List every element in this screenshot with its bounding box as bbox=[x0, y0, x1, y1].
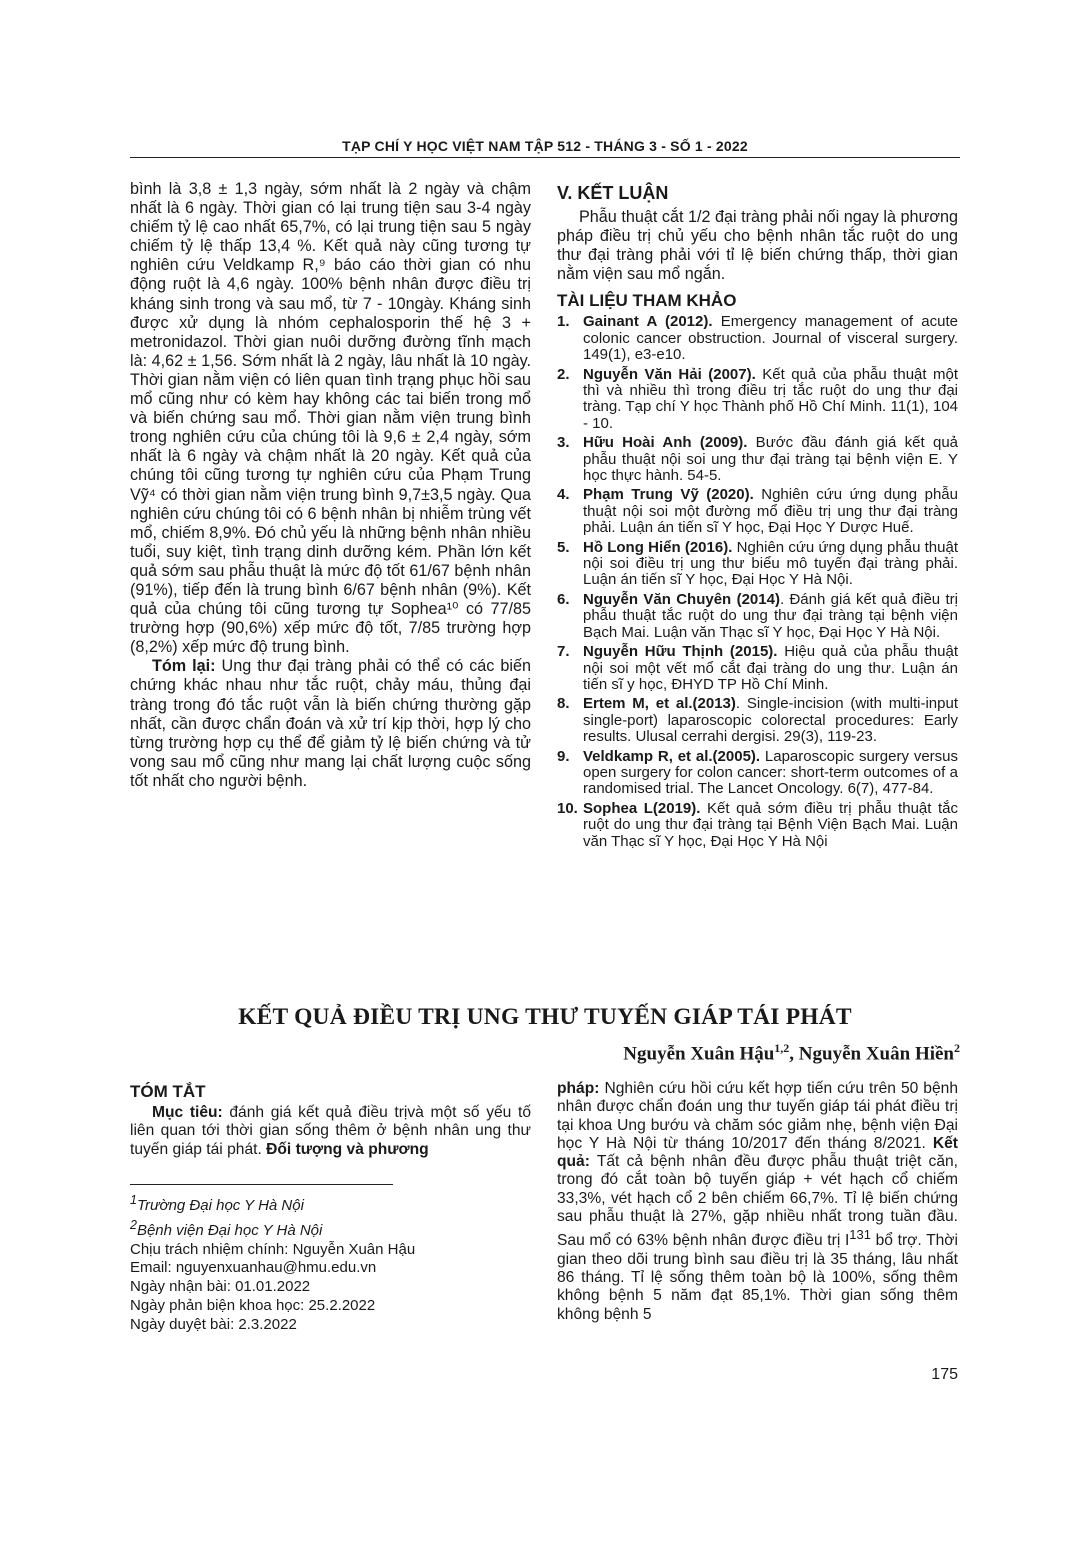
reference-item bbox=[557, 696, 958, 745]
reference-text: . Đánh giá kết quả điều trị phẫu thuật tắc ruột do ung thư đại tràng tại bệnh viện Bạch Mai. Luận văn Thạc sĩ Y học, Đại Học Y Hà Nội. bbox=[583, 590, 958, 641]
reference-number: 9. bbox=[557, 747, 570, 765]
summary-paragraph bbox=[130, 657, 531, 791]
reference-text: Hiệu quả của phẫu thuật nội soi một vết mổ cắt đại tràng do ung thư. Luận án tiến sĩ y học, ĐHYD TP Hồ Chí Minh. bbox=[583, 643, 958, 693]
reference-number: 6. bbox=[557, 590, 570, 608]
results-text-continued: bổ trợ. Thời gian theo dõi trung bình sau điều trị là 35 tháng, lâu nhất 86 tháng. Tỉ lệ sống thêm toàn bộ là 100%, sống thêm không bệnh 5 năm đạt 85,1%. Thời gian sống thêm không bệnh 5 bbox=[557, 1232, 958, 1323]
reference-number: 8. bbox=[557, 695, 570, 713]
reference-body bbox=[583, 540, 958, 589]
abstract-continued bbox=[557, 1080, 958, 1324]
summary-text: Ung thư đại tràng phải có thể có các biến chứng khác nhau như tắc ruột, chảy máu, thủng đại tràng trong đó tắc ruột vẫn là biến chứng thường gặp nhất, cần được chẩn đoán và xử trí kịp thời, hợp lý cho từng trường hợp cụ thể để giảm tỷ lệ biến chứng và tử vong sau mổ cũng như mang lại chất lượng cuộc sống tốt nhất cho người bệnh. bbox=[130, 657, 531, 790]
reference-item bbox=[557, 644, 958, 693]
contact-email: Email: nguyenxuanhau@hmu.edu.vn bbox=[130, 1259, 377, 1277]
reference-number: 10. bbox=[557, 799, 578, 817]
date-accepted: Ngày duyệt bài: 2.3.2022 bbox=[130, 1315, 297, 1333]
abstract-right bbox=[557, 1080, 958, 1324]
reference-item bbox=[557, 540, 958, 589]
discussion-paragraph: bình là 3,8 ± 1,3 ngày, sớm nhất là 2 ngày và chậm nhất là 6 ngày. Thời gian có lại trung tiện sau 3-4 ngày chiếm tỷ lệ cao nhất 65,7%, có lại trung tiện sau 5 ngày chiếm tỷ lệ thấp 13,4 %. Kết quả này cũng tương tự nghiên cứu Veldkamp R,⁹ báo cáo thời gian có nhu động ruột là 4,6 ngày. 100% bệnh nhân được điều trị kháng sinh trong và sau mổ, từ 7 - 10ngày. Kháng sinh được xử dụng là nhóm cephalosporin thế hệ 3 + metronidazol. Thời gian nuôi dưỡng đường tĩnh mạch là: 4,62 ± 1,56. Sớm nhất là 2 ngày, lâu nhất là 10 ngày. Thời gian nằm viện có liên quan tình trạng phục hồi sau mổ cũng như có kèm hay không các tai biến trong mổ và biến chứng sau mổ. Thời gian nằm viện trung bình trong nghiên cứu của chúng tôi là 9,6 ± 2,4 ngày, sớm nhất là 6 ngày và chậm nhất là 20 ngày. Kết quả của chúng tôi cũng tương tự nghiên cứu của Phạm Trung Vỹ⁴ có thời gian nằm viện trung bình 9,7±3,5 ngày. Qua nghiên cứu chúng tôi có 6 bệnh nhân bị nhiễm trùng vết mổ, chiếm 8,9%. Đó chủ yếu là những bệnh nhân nhiều tuổi, suy kiệt, tình trạng dinh dưỡng kém. Phần lớn kết quả sớm sau phẫu thuật là mức độ tốt 61/67 bệnh nhân (91%), tiếp đến là trung bình 6/67 bệnh nhân (9%). Kết quả của chúng tôi cũng tương tự Sophea¹⁰ có 77/85 trường hợp (90,6%) xếp mức độ tốt, 7/85 trường hợp (8,2%) xếp mức độ trung bình. bbox=[130, 180, 531, 657]
reference-item bbox=[557, 749, 958, 798]
reference-item bbox=[557, 487, 958, 536]
affiliation-2 bbox=[130, 1216, 531, 1241]
reference-author: Hồ Long Hiển (2016). bbox=[583, 538, 733, 556]
reference-text: Kết quả của phẫu thuật một thì và nhiều thì trong điều trị tắc ruột do ung thư đại tràng. Tạp chí Y học Thành phố Hồ Chí Minh. 11(1), 104 - 10. bbox=[583, 365, 959, 432]
header-rule bbox=[130, 157, 960, 158]
method-label-continued: pháp: bbox=[557, 1080, 600, 1097]
reference-author: Hữu Hoài Anh (2009). bbox=[583, 434, 748, 452]
right-column-top bbox=[557, 180, 958, 853]
reference-author: Phạm Trung Vỹ (2020). bbox=[583, 486, 754, 504]
references-title: TÀI LIỆU THAM KHẢO bbox=[557, 291, 737, 311]
reference-author: Gainant A (2012). bbox=[583, 313, 713, 331]
page-number: 175 bbox=[931, 1366, 958, 1383]
responsible-author: Chịu trách nhiệm chính: Nguyễn Xuân Hậu bbox=[130, 1240, 416, 1258]
reference-item bbox=[557, 435, 958, 484]
reference-body bbox=[583, 367, 958, 433]
journal-header: TẠP CHÍ Y HỌC VIỆT NAM TẬP 512 - THÁNG 3 - SỐ 1 - 2022 bbox=[342, 138, 748, 154]
reference-item bbox=[557, 801, 958, 850]
reference-text: Nghiên cứu ứng dụng phẫu thuật nội soi một đường mổ điều trị ung thư đại tràng phải. Luận án tiến sĩ Y học, Đại Học Y Dược Huế. bbox=[583, 486, 958, 537]
left-column-top bbox=[130, 180, 531, 791]
reference-author: Sophea L(2019). bbox=[583, 799, 701, 817]
reference-text: Kết quả sớm điều trị phẫu thuật tắc ruột do ung thư đại tràng tại Bệnh Viện Bạch Mai. Luận văn Thạc sĩ Y học, Đại Học Y Hà Nội bbox=[583, 799, 958, 850]
reference-author: Nguyễn Văn Hải (2007). bbox=[583, 365, 756, 383]
article-title: KẾT QUẢ ĐIỀU TRỊ UNG THƯ TUYẾN GIÁP TÁI PHÁT bbox=[238, 1004, 852, 1030]
objective-text: đánh giá kết quả điều trịvà một số yếu tố liên quan tới thời gian sống thêm ở bệnh nhân ung thư tuyến giáp tái phát. bbox=[130, 1104, 531, 1158]
footnote-rule bbox=[130, 1184, 393, 1185]
reference-number: 3. bbox=[557, 434, 570, 452]
affiliation-2-text: Bệnh viện Đại học Y Hà Nội bbox=[136, 1221, 323, 1239]
isotope-superscript: 131 bbox=[849, 1227, 871, 1243]
affiliation-1 bbox=[130, 1191, 531, 1216]
reference-number: 7. bbox=[557, 643, 570, 661]
reference-body bbox=[583, 592, 958, 641]
footnotes bbox=[130, 1191, 531, 1335]
reference-body bbox=[583, 749, 958, 798]
reference-author: Ertem M, et al.(2013) bbox=[583, 695, 736, 713]
reference-author: Nguyễn Hữu Thịnh (2015). bbox=[583, 643, 778, 661]
reference-number: 4. bbox=[557, 486, 570, 504]
reference-item bbox=[557, 314, 958, 363]
abstract-heading: TÓM TẮT bbox=[130, 1082, 206, 1101]
reference-body bbox=[583, 644, 958, 693]
date-reviewed: Ngày phản biện khoa học: 25.2.2022 bbox=[130, 1296, 376, 1314]
reference-item bbox=[557, 367, 958, 433]
reference-text: Bước đầu đánh giá kết quả phẫu thuật nội soi ung thư đại tràng tại bệnh viện E. Y học thực hành. 54-5. bbox=[583, 434, 958, 485]
author-affiliation-sup: 2 bbox=[954, 1041, 960, 1055]
method-label: Đối tượng và phương bbox=[266, 1140, 429, 1158]
author-name: Nguyễn Xuân Hiền bbox=[798, 1043, 954, 1065]
reference-author: Nguyễn Văn Chuyên (2014) bbox=[583, 590, 780, 608]
reference-body bbox=[583, 435, 958, 484]
author-line bbox=[623, 1041, 960, 1065]
results-text: Tất cả bệnh nhân đều được phẫu thuật triệt căn, trong đó cắt toàn bộ tuyến giáp + vét hạch cổ chiếm 33,3%, vét hạch cổ 2 bên chiếm 66,7%. Tỉ lệ biến chứng sau phẫu thuật là 27%, gặp nhiều nhất trong tuần đầu. Sau mổ có 63% bệnh nhân được điều trị I bbox=[557, 1153, 958, 1250]
conclusion-title: V. KẾT LUẬN bbox=[557, 183, 669, 203]
reference-author: Veldkamp R, et al.(2005). bbox=[583, 747, 761, 765]
affiliation-1-text: Trường Đại học Y Hà Nội bbox=[136, 1197, 304, 1214]
reference-text: Laparoscopic surgery versus open surgery for colon cancer: short-term outcomes of a randomised trial. The Lancet Oncology. 6(7), 477-84. bbox=[583, 747, 958, 798]
summary-label: Tóm lại: bbox=[152, 657, 216, 676]
reference-body bbox=[583, 314, 958, 363]
reference-text: Emergency management of acute colonic cancer obstruction. Journal of visceral surgery. 149(1), e3-e10. bbox=[583, 313, 958, 364]
reference-number: 5. bbox=[557, 538, 570, 556]
reference-text: . Single-incision (with multi-input single-port) laparoscopic colorectal procedures: Early results. Ulusal cerrahi dergisi. 29(3), 119-23. bbox=[583, 695, 958, 746]
affiliation-2-sup: 2 bbox=[130, 1217, 137, 1232]
reference-body bbox=[583, 696, 958, 745]
objective-label: Mục tiêu: bbox=[152, 1104, 223, 1121]
reference-body bbox=[583, 801, 958, 850]
reference-item bbox=[557, 592, 958, 641]
author-name: Nguyễn Xuân Hậu bbox=[623, 1043, 775, 1065]
author-affiliation-sup: 1,2 bbox=[774, 1041, 790, 1055]
reference-number: 2. bbox=[557, 365, 570, 383]
abstract-left bbox=[130, 1082, 531, 1159]
date-received: Ngày nhận bài: 01.01.2022 bbox=[130, 1278, 311, 1296]
reference-body bbox=[583, 487, 958, 536]
method-text: Nghiên cứu hồi cứu kết hợp tiến cứu trên 50 bệnh nhân được chẩn đoán ung thư tuyến giáp tái phát điều trị tại khoa Ung bướu và chăm sóc giảm nhẹ, bệnh viện Đại học Y Hà Nội từ tháng 10/2017 đến tháng 8/2021. bbox=[557, 1080, 958, 1152]
author-separator: , bbox=[789, 1043, 799, 1065]
conclusion-text: Phẫu thuật cắt 1/2 đại tràng phải nối ngay là phương pháp điều trị chủ yếu cho bệnh nhân tắc ruột do ung thư đại tràng phải với tỉ lệ biến chứng thấp, thời gian nằm viện sau mổ ngắn. bbox=[557, 208, 958, 284]
reference-text: Nghiên cứu ứng dụng phẫu thuật nội soi điều trị ung thư biểu mô tuyến đại tràng phải. Luận án tiến sĩ Y học, Đại Học Y Hà Nội. bbox=[583, 538, 958, 589]
results-label: Kết quả: bbox=[557, 1134, 958, 1171]
abstract-objective bbox=[130, 1104, 531, 1159]
affiliation-1-sup: 1 bbox=[130, 1193, 137, 1207]
reference-number: 1. bbox=[557, 313, 570, 331]
reference-list bbox=[557, 314, 958, 850]
